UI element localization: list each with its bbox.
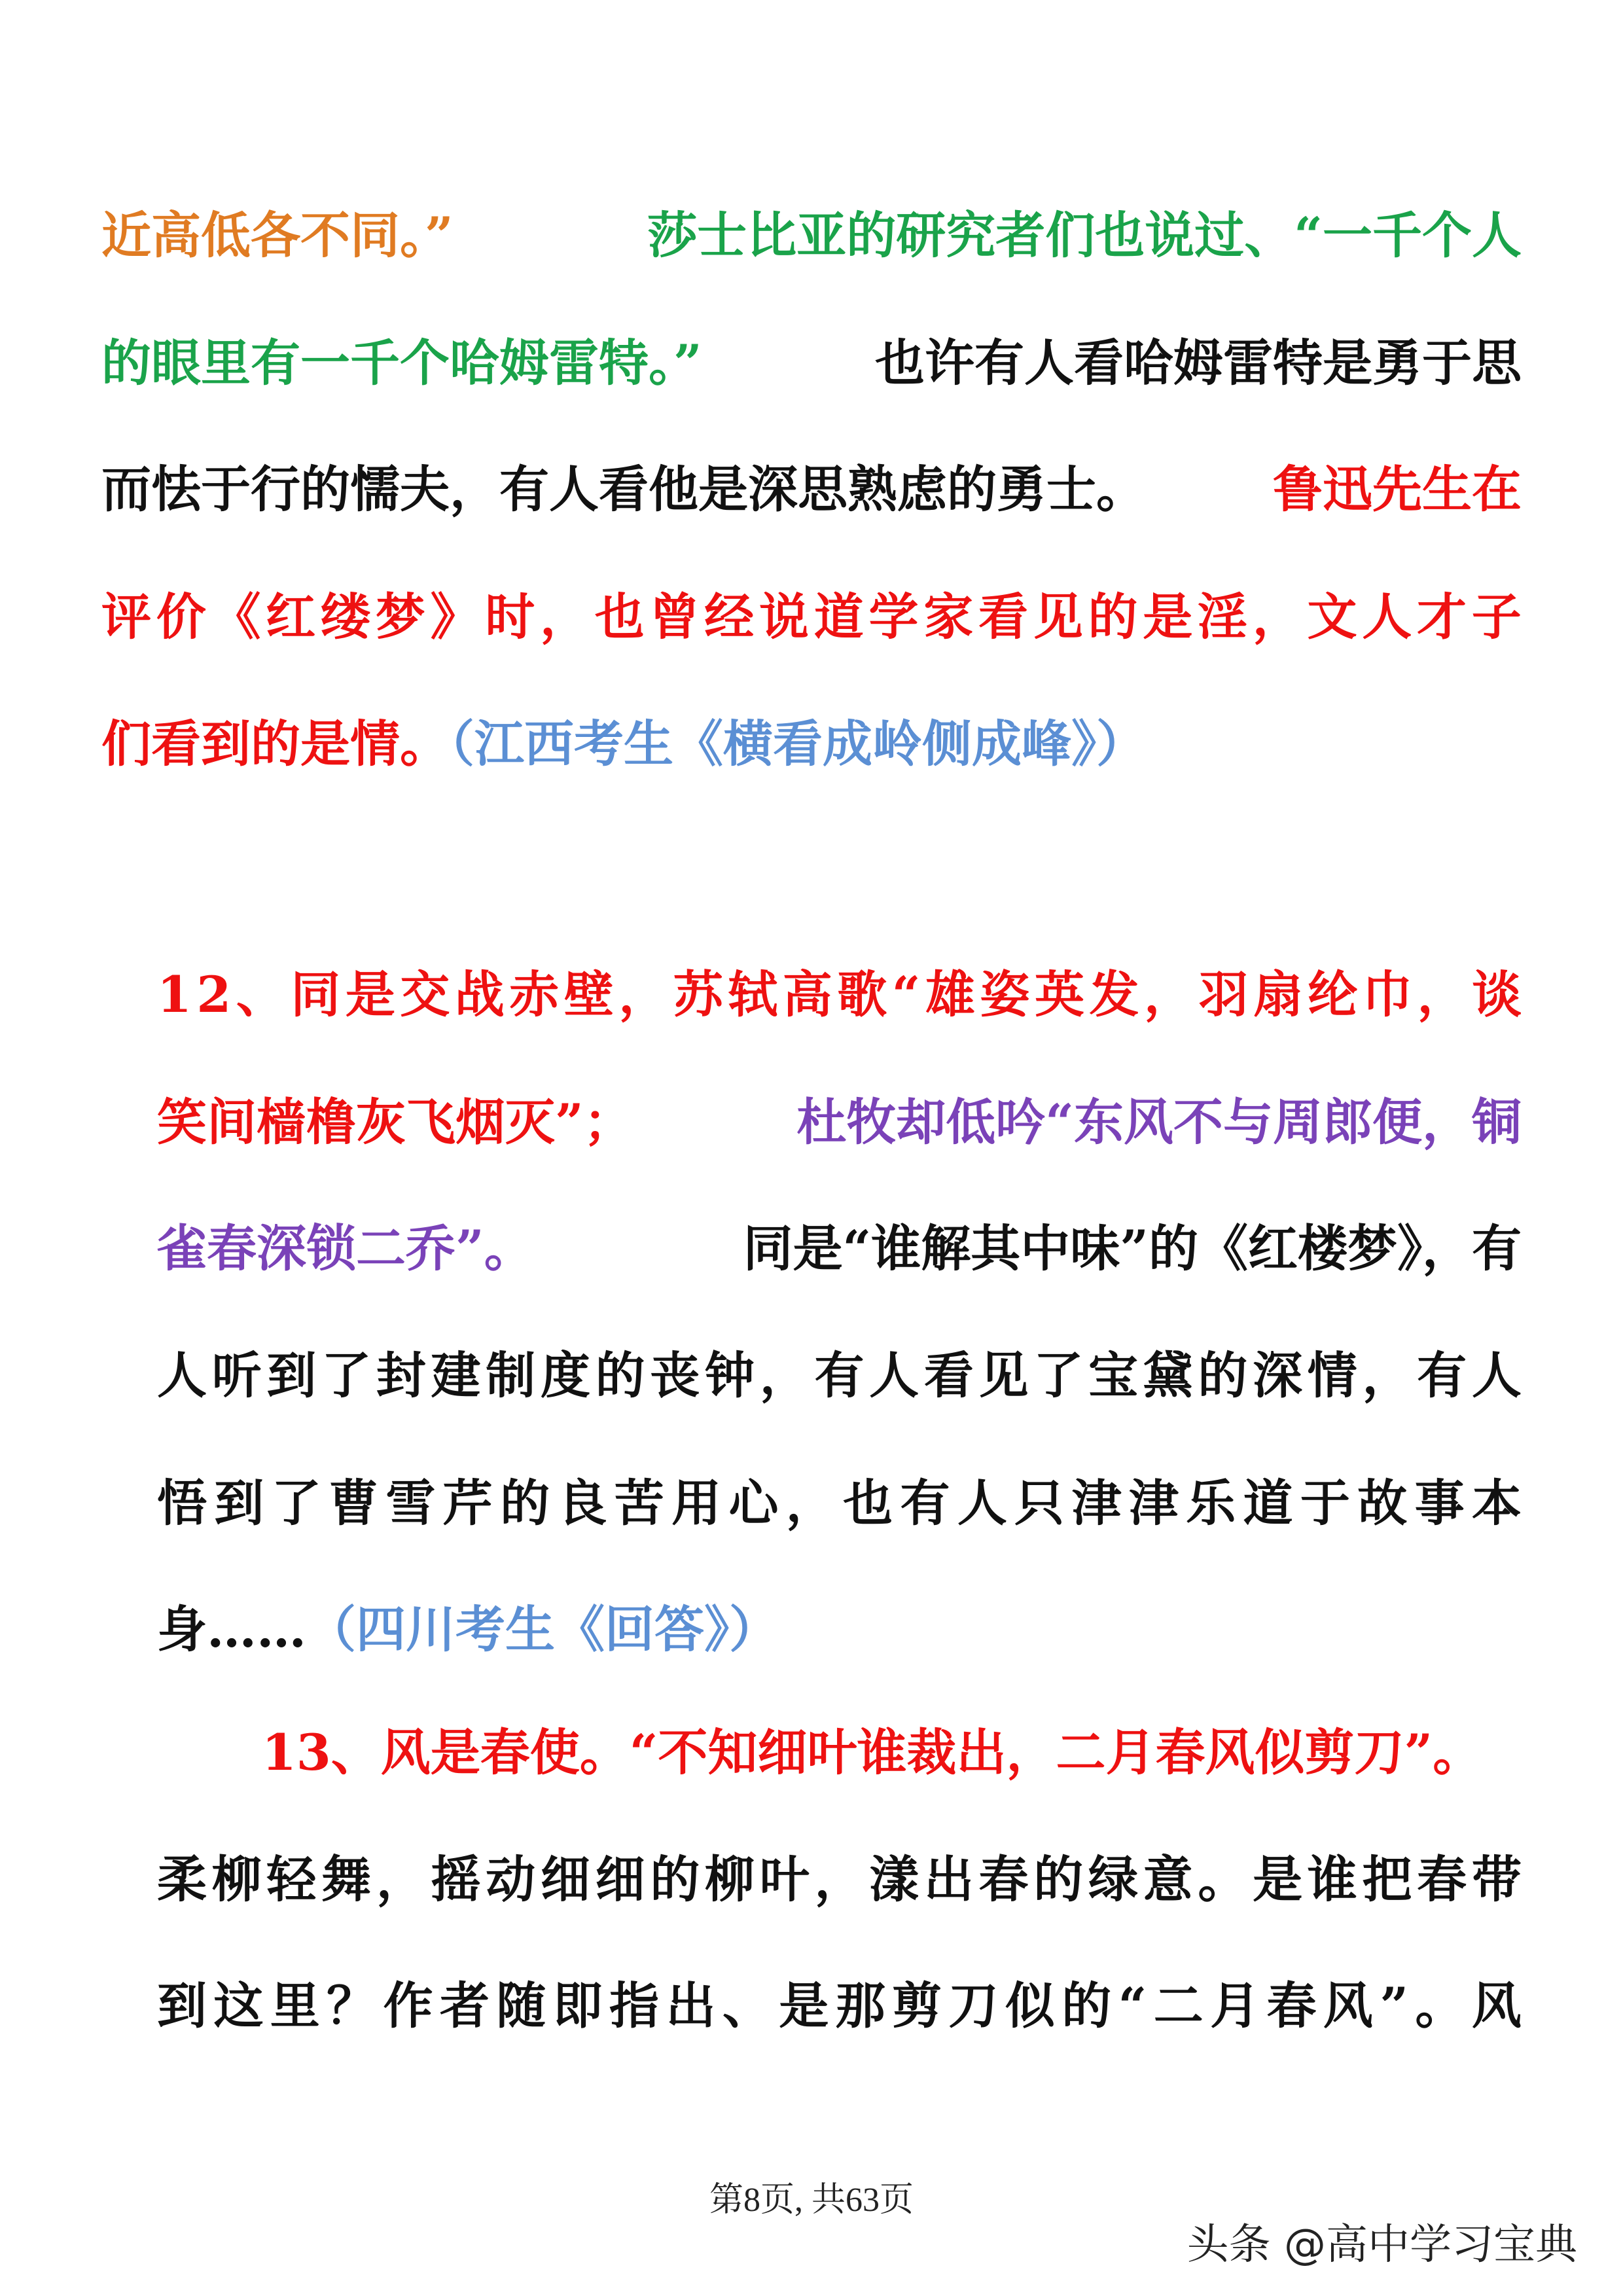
du-mu-quote: 杜牧却低吟“东风不与周郎便，铜 bbox=[796, 1093, 1522, 1151]
body-text: 而怯于行的懦夫，有人看他是深思熟虑的勇士。 bbox=[101, 460, 1146, 518]
source-citation: （江西考生《横看成岭侧成峰》） bbox=[450, 715, 1146, 773]
lu-xun-remark: 评 价 《 红 缕 梦 》 时 ， 也 曾 经 说 道 学 家 看 见 的 是 淫 ， 文 人 才 子 bbox=[101, 588, 1522, 646]
watermark: 头条 @高中学习宝典 bbox=[1186, 2221, 1577, 2269]
body-text: 身…… bbox=[157, 1600, 306, 1659]
body-text: 人 听 到 了 封 建 制 度 的 丧 钟 ， 有 人 看 见 了 宝 黛 的 深 情 ， 有 人 bbox=[157, 1346, 1522, 1405]
p12-line-6 bbox=[157, 1597, 779, 1662]
body-text: 同是“谁解其中味”的《红楼梦》，有 bbox=[743, 1219, 1522, 1278]
body-text: 也许有人看哈姆雷特是勇于思 bbox=[875, 334, 1522, 392]
body-text: 悟 到 了 曹 雪 芹 的 良 苦 用 心 ， 也 有 人 只 津 津 乐 道 于 故 事 本 bbox=[157, 1474, 1522, 1532]
p13-line-2 bbox=[157, 1847, 1522, 1912]
item-13-heading: 13、风是春使。“不知细叶谁裁出，二月春风似剪刀”。 bbox=[262, 1723, 1483, 1782]
p1-line-1 bbox=[101, 203, 1522, 268]
p12-line-4 bbox=[157, 1343, 1522, 1408]
p13-line-1 bbox=[262, 1720, 1482, 1785]
du-mu-quote: 雀春深锁二乔”。 bbox=[157, 1219, 534, 1278]
su-shi-quote: 笑间樯橹灰飞烟灭”； bbox=[157, 1093, 633, 1151]
item-12-heading: 1 2 、 同 是 交 战 赤 壁 ， 苏 轼 高 歌 “ 雄 姿 英 发 ， 羽 扇 纶 巾 ， 谈 bbox=[157, 965, 1522, 1024]
p12-line-2 bbox=[157, 1090, 1522, 1155]
lu-xun-remark: 们看到的是情。 bbox=[101, 715, 450, 773]
body-text: 柔 柳 轻 舞 ， 摇 动 细 细 的 柳 叶 ， 漾 出 春 的 绿 意 。 是 谁 把 春 带 bbox=[157, 1850, 1522, 1909]
quote-ending: 近高低各不同。” bbox=[101, 206, 454, 264]
source-citation: （四川考生《回答》） bbox=[306, 1600, 779, 1659]
p1-line-5 bbox=[101, 711, 1146, 777]
shakespeare-quote: 莎士比亚的研究者们也说过、“一千个人 bbox=[647, 206, 1522, 264]
p12-line-3 bbox=[157, 1216, 1522, 1282]
lu-xun-remark: 鲁迅先生在 bbox=[1273, 460, 1522, 518]
p1-line-3 bbox=[101, 457, 1522, 522]
page-number: 第8页, 共63页 bbox=[709, 2181, 914, 2219]
hamlet-quote: 的眼里有一千个哈姆雷特。” bbox=[101, 334, 702, 392]
p13-line-3 bbox=[157, 1973, 1522, 2039]
p1-line-2 bbox=[101, 331, 1522, 396]
p12-line-5 bbox=[157, 1471, 1522, 1536]
body-text: 到 这 里 ？ 作 者 随 即 指 出 、 是 那 剪 刀 似 的 “ 二 月 春 风 ” 。 风 bbox=[157, 1977, 1522, 2035]
p1-line-4 bbox=[101, 584, 1522, 650]
p12-line-1 bbox=[157, 962, 1522, 1028]
